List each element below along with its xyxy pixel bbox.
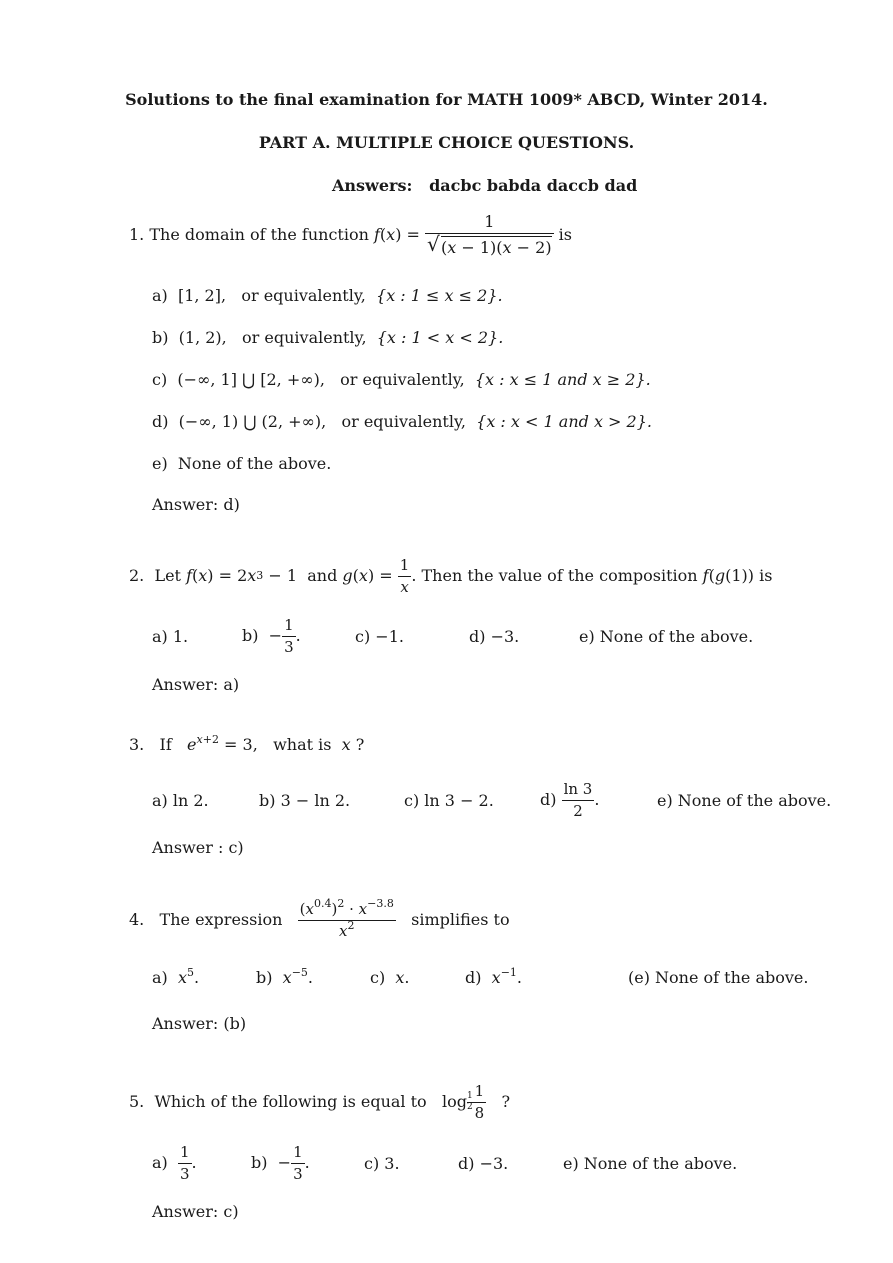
- page-title: Solutions to the final examination for MATH 1009* ABCD, Winter 2014.: [125, 90, 768, 109]
- option-e: (e) None of the above.: [628, 968, 809, 987]
- question-text: Which of the following is equal to: [154, 1092, 427, 1111]
- option-letter: a): [152, 968, 168, 987]
- option-c: c) −1.: [355, 627, 404, 646]
- answer-4: Answer: (b): [152, 1014, 247, 1033]
- question-mark: ?: [501, 1092, 511, 1111]
- answers-label: Answers:: [332, 176, 413, 195]
- math-fraction: $\frac{1}{x}$: [399, 556, 410, 596]
- option-d: d) −3.: [469, 627, 520, 646]
- option-d: [152, 414, 652, 430]
- option-a: a) $x^5$.: [152, 966, 200, 987]
- option-set: {x : x < 1 and x > 2}.: [476, 412, 652, 431]
- math-fx: f: [373, 225, 380, 244]
- option-equiv: or equivalently,: [241, 286, 366, 305]
- answers-value: dacbc babda daccb dad: [429, 176, 638, 195]
- option-letter: a): [152, 286, 168, 305]
- option-e: e) None of the above.: [563, 1154, 738, 1173]
- question-text-then: . Then the value of the composition: [411, 566, 698, 585]
- question-text-after: simplifies to: [411, 910, 510, 929]
- option-interval: (−∞, 1) ⋃ (2, +∞),: [178, 412, 327, 431]
- question-text: If: [159, 735, 172, 754]
- option-letter: a): [152, 1153, 168, 1172]
- option-set: {x : x ≤ 1 and x ≥ 2}.: [474, 370, 651, 389]
- option-interval: [1, 2],: [177, 286, 227, 305]
- option-b: b) $x^{-5}$.: [256, 966, 313, 987]
- question-number: 4.: [129, 910, 145, 929]
- answers-line: [332, 178, 637, 194]
- question-2: 2. Let f ( x ) = 2 x 3 − 1 and g ( x ) = $\frac{1}{x}$ . Then the value of the composition f ( g (1)) is: [129, 556, 773, 596]
- question-text: The expression: [159, 910, 283, 929]
- question-4: [129, 897, 510, 943]
- option-b: b) 3 − ln 2.: [259, 791, 351, 810]
- question-text-after: is: [558, 225, 572, 244]
- option-c: c) x.: [370, 968, 410, 987]
- option-e: e) None of the above.: [657, 791, 832, 810]
- option-a: a) $\frac{1}{3}$ .: [152, 1143, 197, 1183]
- option-interval: (−∞, 1] ⋃ [2, +∞),: [177, 370, 325, 389]
- option-letter: d): [152, 412, 169, 431]
- option-e: [152, 456, 331, 472]
- math-fraction: $\frac{1}{8}$: [474, 1082, 485, 1122]
- question-text-what: what is: [273, 735, 332, 754]
- question-3: 3. If $e^{x+2} = 3$, what is x ?: [129, 733, 365, 754]
- answer-2: Answer: a): [152, 675, 240, 694]
- option-letter: b): [152, 328, 169, 347]
- option-c: c) 3.: [364, 1154, 400, 1173]
- option-b: b) − $\frac{1}{3}$ .: [251, 1143, 310, 1183]
- option-b: [152, 330, 503, 346]
- math-fraction: $\frac{(x^{0.4})^2 \cdot x^{-3.8}}{x^2}$: [299, 897, 394, 940]
- question-text-and: and: [307, 566, 338, 585]
- option-d: d) $x^{-1}$.: [465, 966, 522, 987]
- option-equiv: or equivalently,: [341, 412, 466, 431]
- option-letter: e): [152, 454, 168, 473]
- question-1: 1. The domain of the function f ( x ) = 1 √ (x − 1)(x − 2) is: [129, 212, 572, 257]
- question-text-is: is: [759, 566, 773, 585]
- answer-3: Answer : c): [152, 838, 244, 857]
- option-interval: (1, 2),: [178, 328, 227, 347]
- math-fraction: 1 √ (x − 1)(x − 2): [427, 212, 552, 257]
- option-a: a) 1.: [152, 627, 189, 646]
- question-text: The domain of the function: [149, 225, 369, 244]
- question-5: 5. Which of the following is equal to log $\frac{1}{2}$ $\frac{1}{8}$ ?: [129, 1082, 511, 1122]
- option-letter: c): [152, 370, 168, 389]
- option-equiv: or equivalently,: [242, 328, 367, 347]
- option-letter: d): [540, 790, 557, 809]
- option-d: d) −3.: [458, 1154, 509, 1173]
- option-set: {x : 1 < x < 2}.: [376, 328, 504, 347]
- answer-1: Answer: d): [152, 495, 240, 514]
- option-letter: b): [251, 1153, 268, 1172]
- option-b: b) − $\frac{1}{3}$ .: [242, 616, 301, 656]
- option-a: [152, 288, 503, 304]
- question-number: 2.: [129, 566, 145, 585]
- option-a: a) ln 2.: [152, 791, 209, 810]
- option-d: d) $\frac{\ln 3}{2}$ .: [540, 780, 600, 820]
- option-c: [152, 372, 651, 388]
- option-text: None of the above.: [177, 454, 332, 473]
- option-c: c) ln 3 − 2.: [404, 791, 494, 810]
- option-letter: c): [370, 968, 386, 987]
- option-letter: b): [256, 968, 273, 987]
- option-equiv: or equivalently,: [340, 370, 465, 389]
- answer-5: Answer: c): [152, 1202, 239, 1221]
- question-text: Let: [154, 566, 181, 585]
- question-number: 1.: [129, 225, 145, 244]
- option-letter: d): [465, 968, 482, 987]
- option-letter: b): [242, 626, 259, 645]
- part-heading: PART A. MULTIPLE CHOICE QUESTIONS.: [258, 133, 635, 152]
- option-e: e) None of the above.: [579, 627, 754, 646]
- question-number: 5.: [129, 1092, 145, 1111]
- question-number: 3.: [129, 735, 145, 754]
- option-set: {x : 1 ≤ x ≤ 2}.: [376, 286, 503, 305]
